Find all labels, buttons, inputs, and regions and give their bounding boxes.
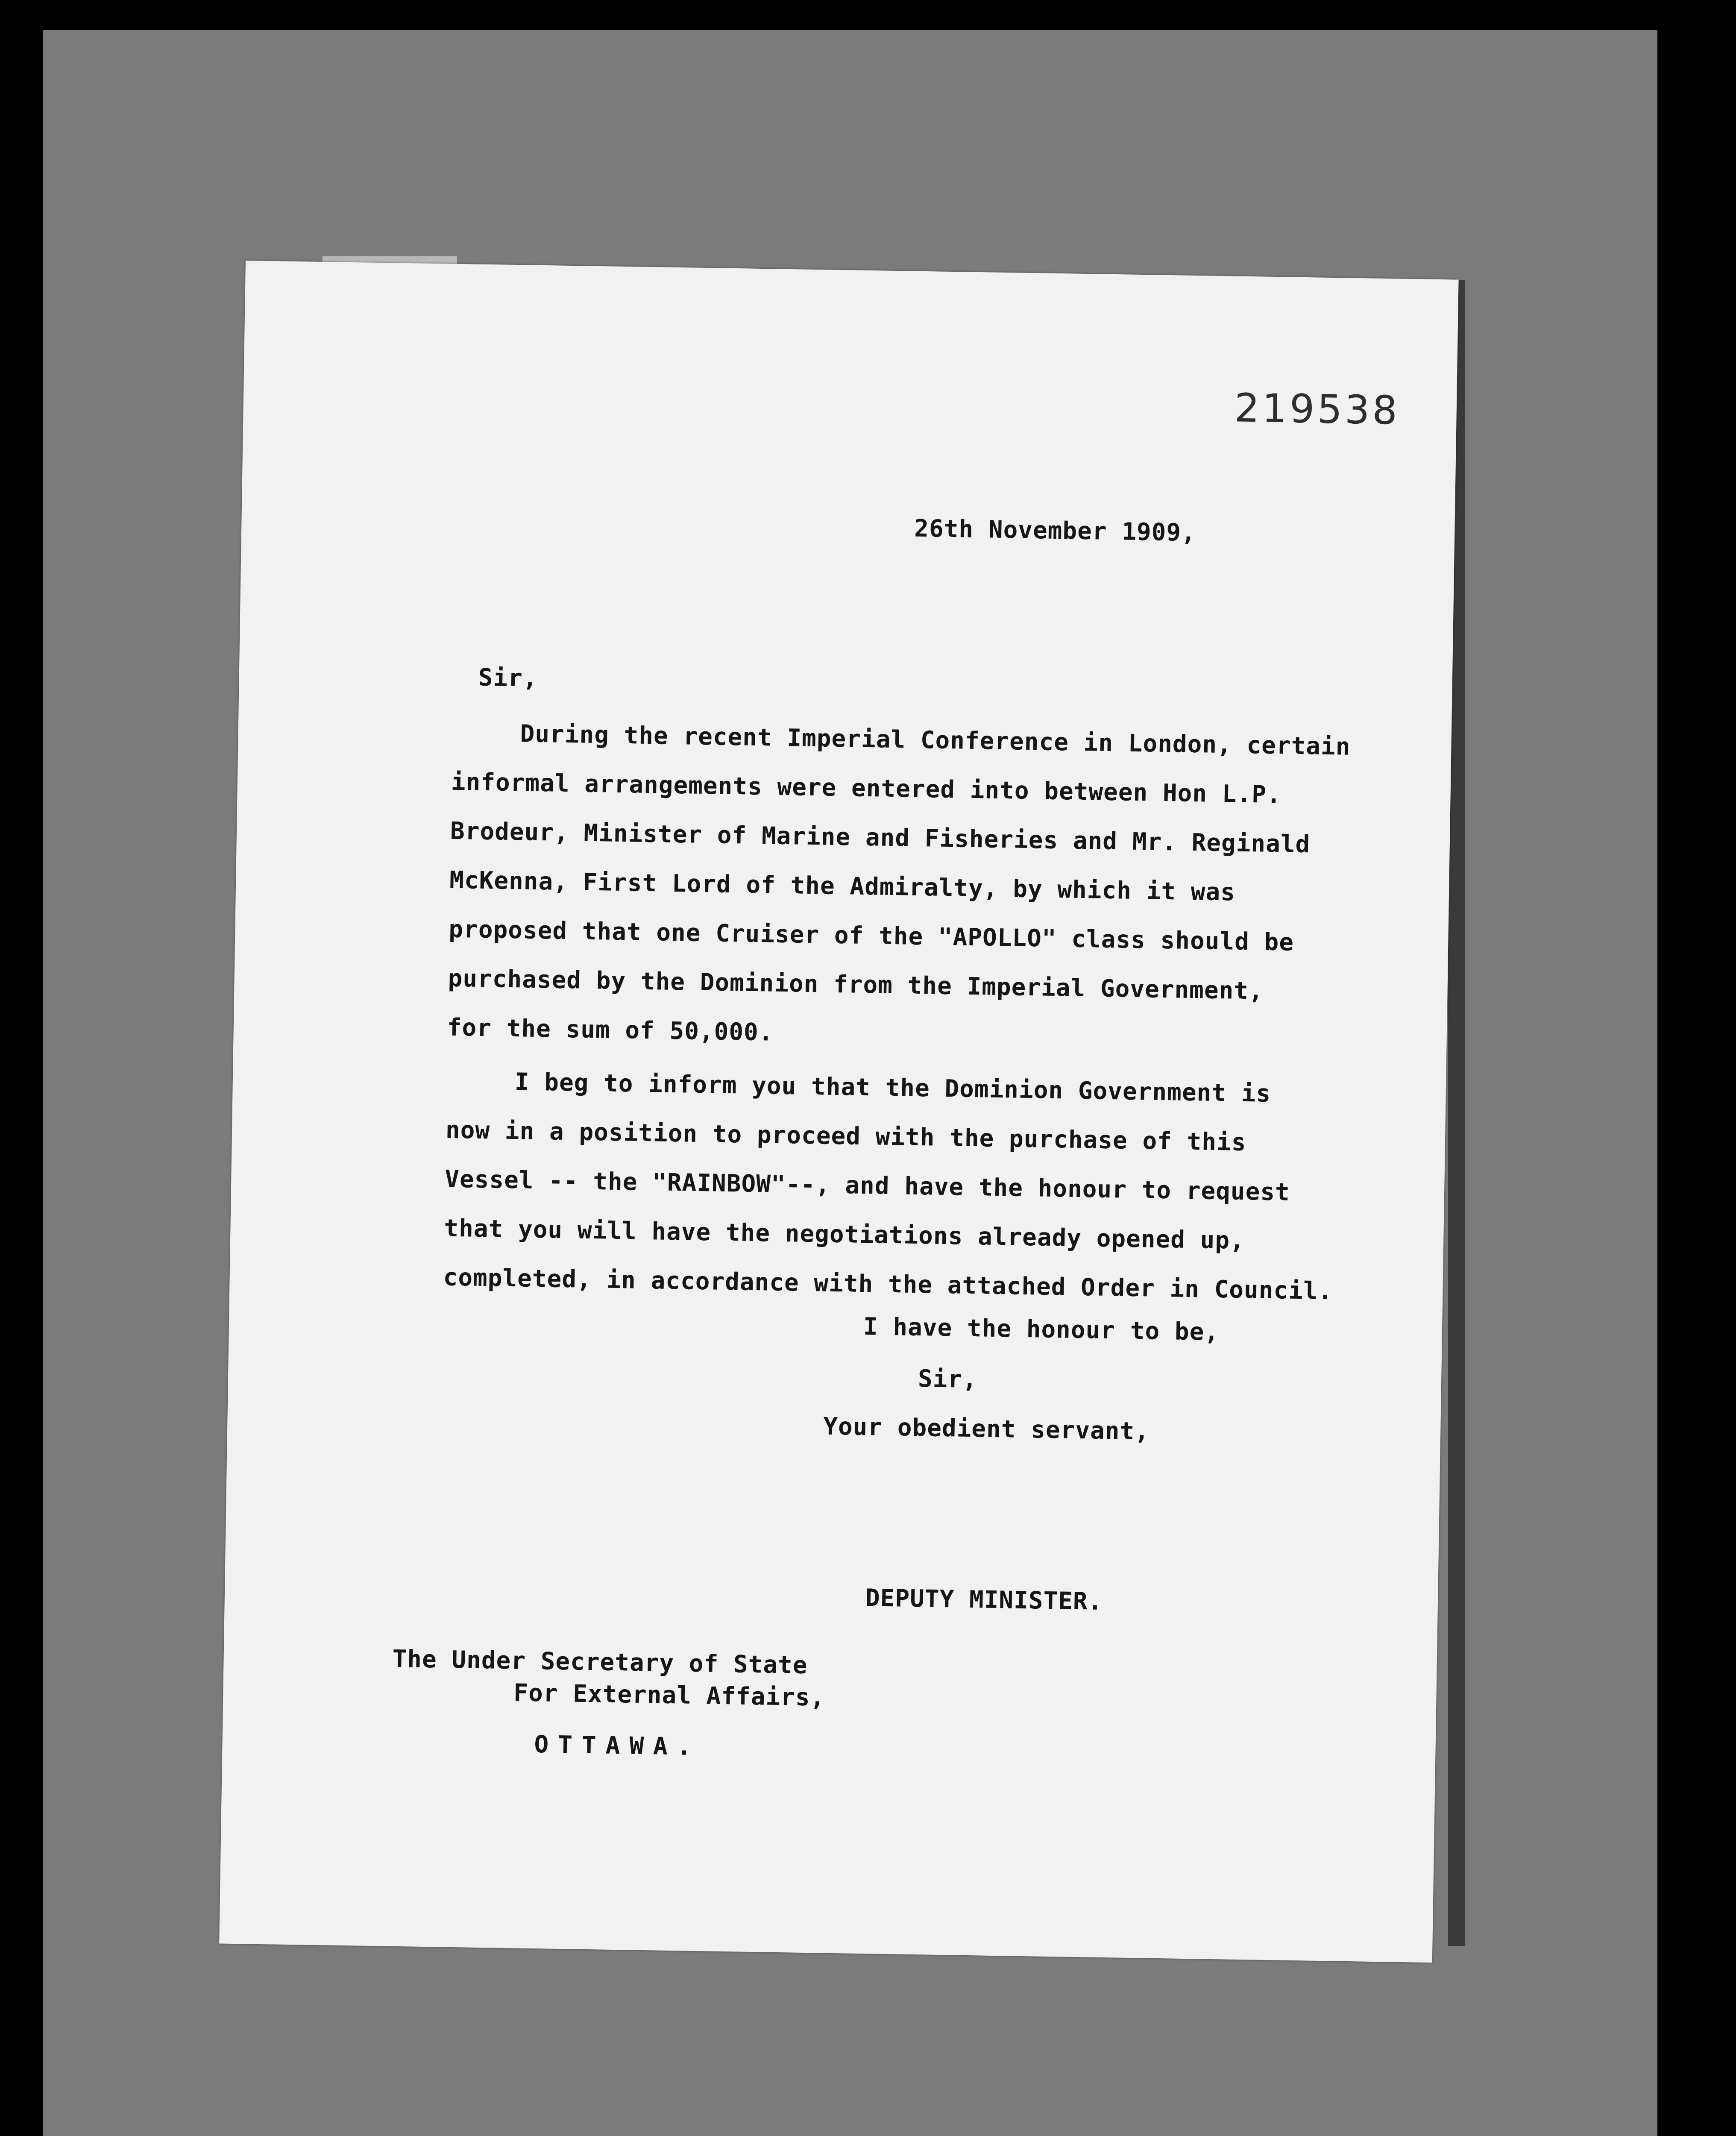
closing-line: I have the honour to be, — [863, 1313, 1220, 1347]
letter-date: 26th November 1909, — [914, 514, 1196, 547]
paragraph-2-line: I beg to inform you that the Dominion Government is — [514, 1068, 1271, 1108]
paragraph-1-line: During the recent Imperial Conference in London, certain — [520, 720, 1351, 761]
letter-page — [219, 261, 1459, 1963]
document-number: 219538 — [1234, 385, 1400, 434]
closing-line: Your obedient servant, — [823, 1412, 1150, 1446]
paragraph-2-line: Vessel -- the "RAINBOW"--, and have the honour to request — [444, 1165, 1290, 1206]
salutation: Sir, — [478, 663, 538, 692]
paragraph-2-line: that you will have the negotiations already opened up, — [443, 1214, 1245, 1255]
paragraph-2-line: now in a position to proceed with the purchase of this — [445, 1116, 1246, 1157]
addressee-line: The Under Secretary of State — [392, 1645, 808, 1680]
paragraph-2-line: completed, in accordance with the attached Order in Council. — [443, 1263, 1333, 1306]
addressee-line: For External Affairs, — [513, 1679, 825, 1712]
closing-line: Sir, — [918, 1365, 978, 1394]
addressee-city: OTTAWA. — [534, 1731, 701, 1761]
paragraph-1-line: Brodeur, Minister of Marine and Fisheries and Mr. Reginald — [450, 817, 1311, 859]
paragraph-1-line: purchased by the Dominion from the Imperial Government, — [448, 964, 1264, 1005]
paragraph-1-line: proposed that one Cruiser of the "APOLLO" class should be — [448, 915, 1294, 957]
signature-title: DEPUTY MINISTER. — [865, 1584, 1103, 1616]
paragraph-1-line: McKenna, First Lord of the Admiralty, by which it was — [449, 866, 1236, 907]
paragraph-1-line: for the sum of 50,000. — [447, 1013, 774, 1047]
paragraph-1-line: informal arrangements were entered into between Hon L.P. — [451, 768, 1282, 809]
